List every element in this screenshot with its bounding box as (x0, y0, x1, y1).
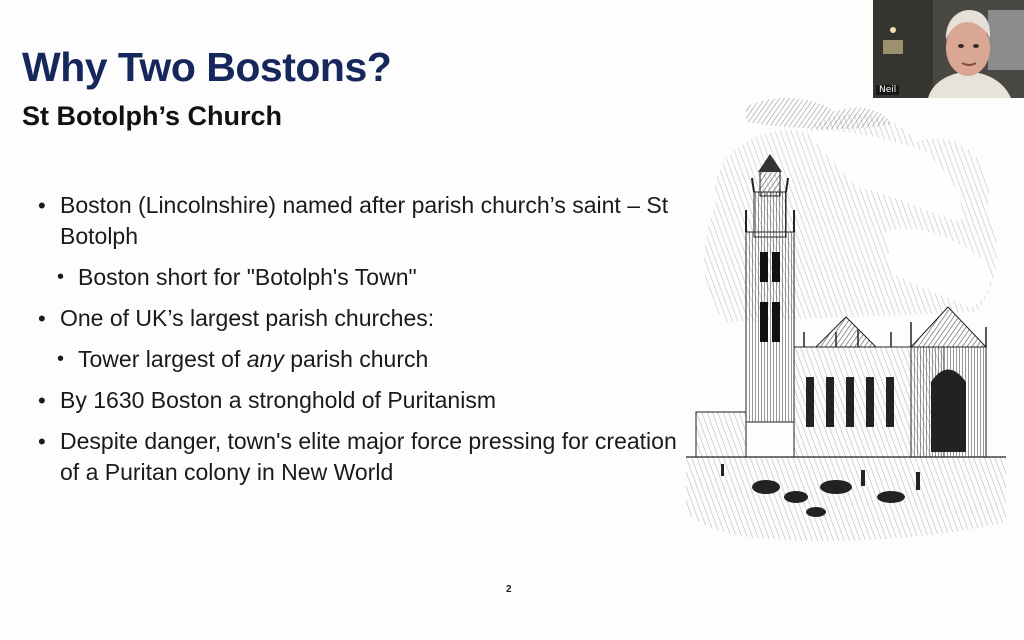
bullet-icon: • (57, 266, 65, 288)
bullet-item (0, 303, 690, 334)
page-number: 2 (506, 584, 512, 595)
church-engraving-icon (686, 92, 1006, 552)
bullet-text: Boston short for "Botolph's Town" (78, 264, 417, 290)
slide-subtitle: St Botolph’s Church (22, 101, 282, 131)
participant-name-label: Neil (876, 85, 899, 95)
bullet-text: Despite danger, town's elite major force pressing for creation of a Puritan colony in New World (60, 428, 677, 485)
bullet-text: By 1630 Boston a stronghold of Puritanism (60, 387, 496, 413)
bullet-item (0, 385, 690, 416)
bullet-text-emphasis: any (246, 346, 284, 372)
bullet-icon: • (38, 429, 46, 454)
bullet-text: Boston (Lincolnshire) named after parish church’s saint – St Botolph (60, 192, 669, 249)
bullet-list (0, 190, 690, 498)
bullet-item (0, 426, 690, 488)
bullet-icon: • (57, 348, 65, 370)
webcam-thumbnail[interactable] (873, 0, 1024, 98)
sub-bullet-item (0, 344, 690, 375)
bullet-item (0, 190, 690, 252)
bullet-text: One of UK’s largest parish churches: (60, 305, 435, 331)
bullet-icon: • (38, 388, 46, 413)
sub-bullet-item (0, 262, 690, 293)
bullet-icon: • (38, 306, 46, 331)
bullet-text-before: Tower largest of (78, 346, 247, 372)
bullet-icon: • (38, 193, 46, 218)
presenter-video-icon (873, 0, 1024, 98)
slide-title: Why Two Bostons? (22, 44, 392, 90)
bullet-text-after: parish church (283, 346, 429, 372)
bullet-text (78, 346, 428, 372)
